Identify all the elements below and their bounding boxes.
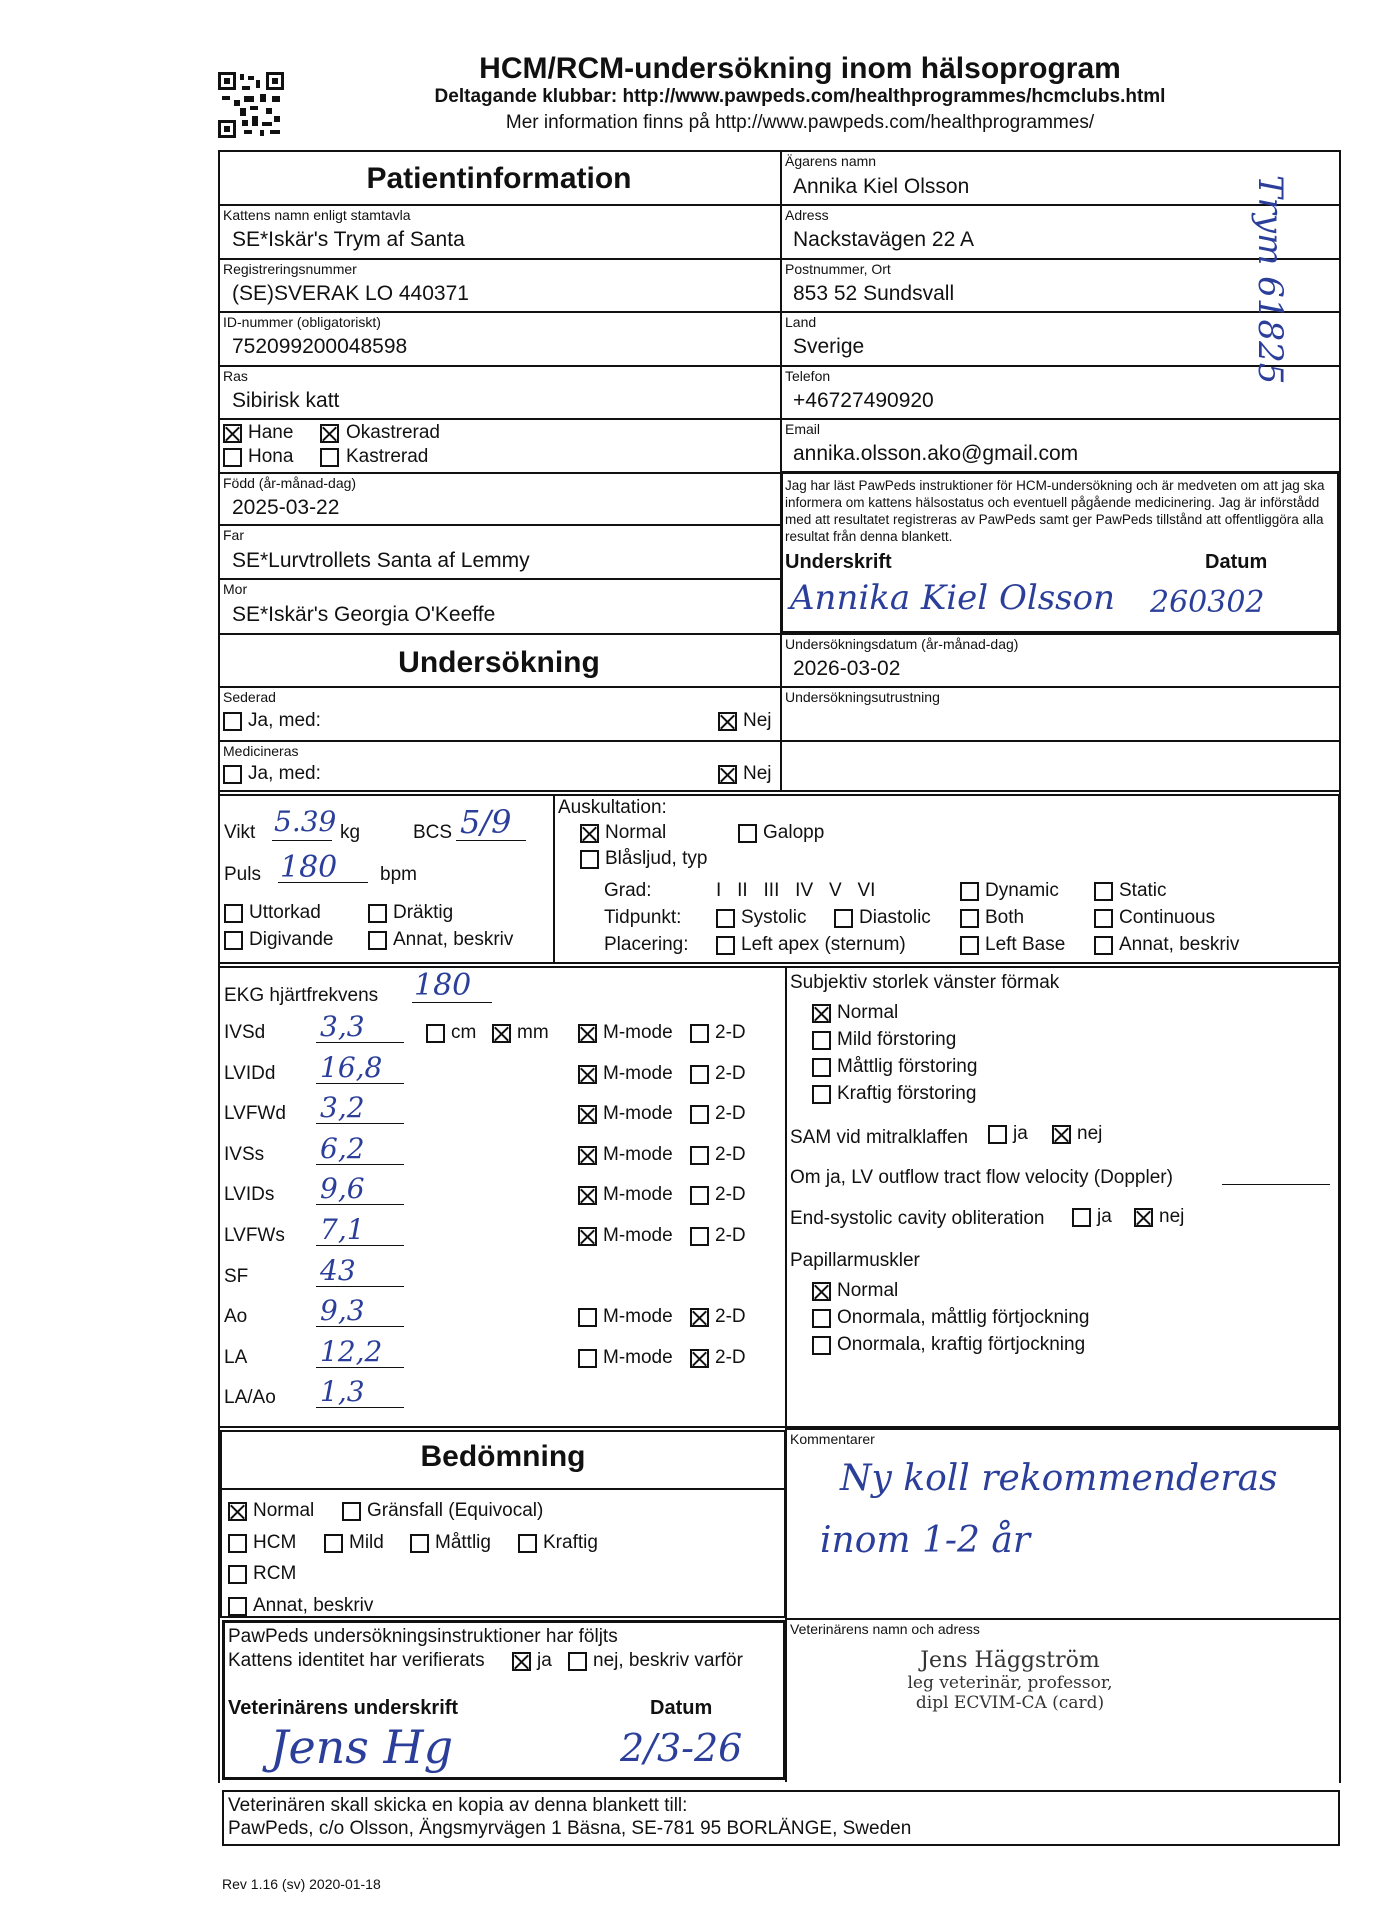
grid-line	[785, 1618, 1340, 1620]
revision: Rev 1.16 (sv) 2020-01-18	[222, 1876, 381, 1892]
assess-equivocal-label: Gränsfall (Equivocal)	[367, 1500, 544, 1521]
vet-date: 2/3-26	[620, 1726, 743, 1770]
systolic-checkbox[interactable]	[716, 909, 735, 928]
medicated-no-checkbox[interactable]	[718, 765, 737, 784]
ecg-row-label: LA	[224, 1347, 248, 1368]
vet-stamp-name: Jens Häggström	[920, 1648, 1100, 1673]
born-label: Född (år-månad-dag)	[223, 475, 357, 491]
escob-yes-label: ja	[1097, 1206, 1112, 1227]
continuous-label: Continuous	[1119, 907, 1216, 928]
breed-label: Ras	[223, 368, 248, 384]
vet-stamp-title: leg veterinär, professor,	[907, 1673, 1113, 1693]
owner-date: 260302	[1150, 585, 1265, 620]
assess-hcm-label: HCM	[253, 1532, 297, 1553]
la-mild-checkbox[interactable]	[812, 1031, 831, 1050]
ausc-normal-label: Normal	[605, 822, 667, 843]
placement-label: Placering:	[604, 934, 689, 955]
twod-label: 2-D	[715, 1225, 746, 1246]
assess-severe-label: Kraftig	[543, 1532, 598, 1553]
grid-line	[553, 794, 555, 964]
left-base-checkbox[interactable]	[960, 936, 979, 955]
father-field[interactable]: SE*Lurvtrollets Santa af Lemmy	[232, 549, 530, 572]
twod-label: 2-D	[715, 1184, 746, 1205]
ecg-row-label: Ao	[224, 1306, 248, 1327]
mmode-checkbox[interactable]	[578, 1308, 597, 1327]
dehydrated-label: Uttorkad	[249, 902, 321, 923]
la-moderate-checkbox[interactable]	[812, 1058, 831, 1077]
id-label: ID-nummer (obligatoriskt)	[223, 314, 381, 330]
page-title: HCM/RCM-undersökning inom hälsoprogram	[479, 52, 1121, 85]
pregnant-checkbox[interactable]	[368, 904, 387, 923]
phone-label: Telefon	[785, 368, 831, 384]
cm-label: cm	[451, 1022, 477, 1043]
sam-yes-checkbox[interactable]	[988, 1125, 1007, 1144]
la-mild-label: Mild förstoring	[837, 1029, 957, 1050]
ecg-row-value[interactable]: 43	[320, 1254, 356, 1287]
ecg-row-value[interactable]: 3,3	[320, 1010, 365, 1043]
mm-label: mm	[517, 1022, 549, 1043]
vet-signature-label: Veterinärens underskrift	[228, 1697, 459, 1719]
lvot-line	[1222, 1184, 1330, 1185]
id-field[interactable]: 752099200048598	[232, 335, 408, 358]
gallop-checkbox[interactable]	[738, 824, 757, 843]
owner-signature-label: Underskrift	[785, 551, 892, 573]
comments-line2[interactable]: inom 1-2 år	[820, 1520, 1031, 1561]
grid-line	[220, 1488, 786, 1490]
ecg-row-label: LVIDs	[224, 1184, 275, 1205]
grid-line	[218, 686, 1340, 688]
assess-rcm-label: RCM	[253, 1563, 297, 1584]
grid-line	[218, 790, 1340, 792]
twod-label: 2-D	[715, 1063, 746, 1084]
twod-checkbox[interactable]	[690, 1065, 709, 1084]
bpm-label: bpm	[380, 864, 417, 885]
clubs-link[interactable]: Deltagande klubbar: http://www.pawpeds.com/healthprogrammes/hcmclubs.html	[434, 86, 1166, 107]
twod-checkbox[interactable]	[690, 1349, 709, 1368]
twod-label: 2-D	[715, 1347, 746, 1368]
grade-options: I II III IV V VI	[716, 880, 876, 901]
born-field[interactable]: 2025-03-22	[232, 496, 340, 519]
neutered-checkbox[interactable]	[320, 448, 339, 467]
bcs-value[interactable]: 5/9	[460, 803, 512, 841]
weight-label: Vikt	[224, 822, 256, 843]
identity-verified: Kattens identitet har verifierats	[228, 1650, 485, 1671]
consent-text: Jag har läst PawPeds instruktioner för HCM-undersökning och är medveten om att jag ska informera om kattens hälsostatus och eventuell pågående medicinering. Jag är införstådd med att resultatet registreras av PawPeds samt ger PawPeds tillstånd att offentliggöra alla resultat från denna blankett.	[785, 478, 1325, 544]
twod-checkbox[interactable]	[690, 1186, 709, 1205]
ecg-row-value[interactable]: 9,3	[320, 1294, 365, 1327]
grid-line	[218, 204, 1340, 206]
exam-date-field[interactable]: 2026-03-02	[793, 657, 901, 680]
mmode-checkbox[interactable]	[578, 1105, 597, 1124]
grid-line	[218, 365, 1340, 367]
lvot-label: Om ja, LV outflow tract flow velocity (Doppler)	[790, 1167, 1173, 1188]
mother-field[interactable]: SE*Iskär's Georgia O'Keeffe	[232, 603, 496, 626]
kg-label: kg	[340, 822, 361, 843]
other-vitals-label: Annat, beskriv	[393, 929, 514, 950]
timing-label: Tidpunkt:	[604, 907, 682, 928]
grid-line	[218, 258, 1340, 260]
mmode-label: M-mode	[603, 1184, 673, 1205]
ecg-row-label: IVSs	[224, 1144, 265, 1165]
assess-moderate-checkbox[interactable]	[410, 1534, 429, 1553]
assess-mild-label: Mild	[349, 1532, 384, 1553]
owner-signature: Annika Kiel Olsson	[790, 578, 1115, 618]
ecg-row-label: LVIDd	[224, 1063, 276, 1084]
vet-signature: Jens Hg	[270, 1720, 454, 1774]
dynamic-label: Dynamic	[985, 880, 1059, 901]
vet-name-label: Veterinärens namn och adress	[790, 1621, 980, 1637]
mmode-label: M-mode	[603, 1347, 673, 1368]
medicated-label: Medicineras	[223, 743, 299, 759]
identity-no-label: nej, beskriv varför	[593, 1650, 743, 1671]
twod-label: 2-D	[715, 1144, 746, 1165]
mother-label: Mor	[223, 581, 248, 597]
grid-line	[218, 578, 780, 580]
left-apex-checkbox[interactable]	[716, 936, 735, 955]
info-link[interactable]: Mer information finns på http://www.pawpeds.com/healthprogrammes/	[505, 112, 1095, 133]
country-field[interactable]: Sverige	[793, 335, 865, 358]
grid-line	[218, 150, 1340, 152]
la-severe-checkbox[interactable]	[812, 1085, 831, 1104]
static-checkbox[interactable]	[1094, 882, 1113, 901]
pap-normal-checkbox[interactable]	[812, 1282, 831, 1301]
pulse-label: Puls	[224, 864, 261, 885]
sedated-label: Sederad	[223, 689, 276, 705]
assess-equivocal-checkbox[interactable]	[342, 1502, 361, 1521]
mmode-label: M-mode	[603, 1306, 673, 1327]
assess-normal-label: Normal	[253, 1500, 315, 1521]
mmode-label: M-mode	[603, 1063, 673, 1084]
medicated-no-label: Nej	[743, 763, 772, 784]
ecg-row-label: SF	[224, 1266, 249, 1287]
pap-moderate-label: Onormala, måttlig förtjockning	[837, 1307, 1090, 1328]
grade-label: Grad:	[604, 880, 652, 901]
vet-stamp-dipl: dipl ECVIM-CA (card)	[915, 1693, 1105, 1713]
vet-stamp	[880, 1648, 1140, 1713]
sam-no-checkbox[interactable]	[1052, 1125, 1071, 1144]
ecg-row-value[interactable]: 6,2	[320, 1132, 365, 1165]
grid-line	[785, 1428, 1340, 1430]
other-vitals-checkbox[interactable]	[368, 931, 387, 950]
medicated-yes-checkbox[interactable]	[223, 765, 242, 784]
exam-date-label: Undersökningsdatum (år-månad-dag)	[785, 636, 1019, 652]
sedated-yes-checkbox[interactable]	[223, 712, 242, 731]
twod-label: 2-D	[715, 1103, 746, 1124]
assess-hcm-checkbox[interactable]	[228, 1534, 247, 1553]
intact-label: Okastrerad	[346, 422, 440, 443]
ecg-row-value[interactable]: 3,2	[320, 1091, 365, 1124]
ecg-row-value[interactable]: 16,8	[320, 1051, 383, 1084]
murmur-label: Blåsljud, typ	[605, 848, 708, 869]
la-normal-checkbox[interactable]	[812, 1004, 831, 1023]
gallop-label: Galopp	[763, 822, 825, 843]
identity-yes-checkbox[interactable]	[512, 1652, 531, 1671]
sedated-no-label: Nej	[743, 710, 772, 731]
phone-field[interactable]: +46727490920	[793, 389, 934, 412]
ecg-row-value[interactable]: 12,2	[320, 1335, 383, 1368]
identity-yes-label: ja	[537, 1650, 552, 1671]
ecg-box	[218, 966, 1340, 1428]
mmode-checkbox[interactable]	[578, 1065, 597, 1084]
country-label: Land	[785, 314, 817, 330]
papillary-label: Papillarmuskler	[790, 1250, 920, 1271]
assess-other-label: Annat, beskriv	[253, 1595, 374, 1616]
weight-value[interactable]: 5.39	[274, 805, 337, 838]
assess-normal-checkbox[interactable]	[228, 1502, 247, 1521]
sam-yes-label: ja	[1013, 1123, 1028, 1144]
ecg-row-label: IVSd	[224, 1022, 266, 1043]
la-moderate-label: Måttlig förstoring	[837, 1056, 978, 1077]
father-label: Far	[223, 527, 244, 543]
address-field[interactable]: Nackstavägen 22 A	[793, 228, 974, 251]
assess-rcm-checkbox[interactable]	[228, 1565, 247, 1584]
twod-checkbox[interactable]	[690, 1227, 709, 1246]
neutered-label: Kastrerad	[346, 446, 429, 467]
twod-checkbox[interactable]	[690, 1308, 709, 1327]
assess-other-checkbox[interactable]	[228, 1597, 247, 1616]
assessment-heading: Bedömning	[420, 1440, 586, 1473]
female-checkbox[interactable]	[223, 448, 242, 467]
grid-line	[218, 311, 1340, 313]
escob-no-label: nej	[1159, 1206, 1185, 1227]
cm-checkbox[interactable]	[426, 1024, 445, 1043]
ecg-row-label: LVFWd	[224, 1103, 286, 1124]
pap-normal-label: Normal	[837, 1280, 899, 1301]
other-desc-checkbox[interactable]	[1094, 936, 1113, 955]
ecg-row-label: LA/Ao	[224, 1387, 276, 1408]
email-label: Email	[785, 421, 821, 437]
murmur-checkbox[interactable]	[580, 850, 599, 869]
ecg-hr-label: EKG hjärtfrekvens	[224, 985, 379, 1006]
pap-severe-checkbox[interactable]	[812, 1336, 831, 1355]
continuous-checkbox[interactable]	[1094, 909, 1113, 928]
medicated-yes-label: Ja, med:	[248, 763, 321, 784]
owner-date-label: Datum	[1205, 551, 1268, 573]
twod-checkbox[interactable]	[690, 1105, 709, 1124]
intact-checkbox[interactable]	[320, 424, 339, 443]
comments-line1[interactable]: Ny koll rekommenderas	[840, 1458, 1278, 1499]
diastolic-checkbox[interactable]	[834, 909, 853, 928]
mmode-checkbox[interactable]	[578, 1146, 597, 1165]
left-apex-label: Left apex (sternum)	[741, 934, 906, 955]
escob-yes-checkbox[interactable]	[1072, 1208, 1091, 1227]
postal-label: Postnummer, Ort	[785, 261, 891, 277]
dehydrated-checkbox[interactable]	[224, 904, 243, 923]
grid-line	[218, 472, 780, 474]
dynamic-checkbox[interactable]	[960, 882, 979, 901]
twod-checkbox[interactable]	[690, 1146, 709, 1165]
sedated-no-checkbox[interactable]	[718, 712, 737, 731]
mmode-label: M-mode	[603, 1103, 673, 1124]
mmode-checkbox[interactable]	[578, 1349, 597, 1368]
ecg-row-value[interactable]: 9,6	[320, 1172, 365, 1205]
reg-field[interactable]: (SE)SVERAK LO 440371	[232, 282, 469, 305]
diastolic-label: Diastolic	[859, 907, 931, 928]
send-address: PawPeds, c/o Olsson, Ängsmyrvägen 1 Bäsna, SE-781 95 BORLÄNGE, Sweden	[228, 1818, 912, 1839]
male-label: Hane	[248, 422, 294, 443]
ausc-normal-checkbox[interactable]	[580, 824, 599, 843]
comments-label: Kommentarer	[790, 1431, 875, 1447]
twod-checkbox[interactable]	[690, 1024, 709, 1043]
email-field[interactable]: annika.olsson.ako@gmail.com	[793, 442, 1079, 465]
la-normal-label: Normal	[837, 1002, 899, 1023]
pap-moderate-checkbox[interactable]	[812, 1309, 831, 1328]
subjective-title: Subjektiv storlek vänster förmak	[790, 972, 1060, 993]
assess-severe-checkbox[interactable]	[518, 1534, 537, 1553]
twod-label: 2-D	[715, 1306, 746, 1327]
patient-heading: Patientinformation	[366, 162, 632, 195]
grid-line	[780, 150, 782, 790]
sam-label: SAM vid mitralklaffen	[790, 1127, 969, 1148]
sam-no-label: nej	[1077, 1123, 1103, 1144]
grid-line	[218, 524, 780, 526]
mm-checkbox[interactable]	[492, 1024, 511, 1043]
static-label: Static	[1119, 880, 1167, 901]
owner-name-label: Ägarens namn	[785, 153, 877, 169]
mmode-checkbox[interactable]	[578, 1186, 597, 1205]
postal-field[interactable]: 853 52 Sundsvall	[793, 282, 955, 305]
twod-label: 2-D	[715, 1022, 746, 1043]
reg-label: Registreringsnummer	[223, 261, 357, 277]
qr-code	[218, 72, 284, 138]
pap-severe-label: Onormala, kraftig förtjockning	[837, 1334, 1086, 1355]
mmode-label: M-mode	[603, 1022, 673, 1043]
send-copy-text: Veterinären skall skicka en kopia av denna blankett till:	[228, 1795, 688, 1816]
mmode-label: M-mode	[603, 1144, 673, 1165]
weight-line	[272, 840, 332, 841]
ecg-hr-value[interactable]: 180	[414, 968, 472, 1003]
mmode-label: M-mode	[603, 1225, 673, 1246]
address-label: Adress	[785, 207, 829, 223]
assess-moderate-label: Måttlig	[435, 1532, 491, 1553]
grid-line	[218, 740, 1340, 742]
left-base-label: Left Base	[985, 934, 1066, 955]
ecg-row-label: LVFWs	[224, 1225, 285, 1246]
lactating-label: Digivande	[249, 929, 334, 950]
male-checkbox[interactable]	[223, 424, 242, 443]
equipment-label: Undersökningsutrustning	[785, 689, 940, 705]
instructions-followed: PawPeds undersökningsinstruktioner har följts	[228, 1626, 618, 1647]
mmode-checkbox[interactable]	[578, 1227, 597, 1246]
grid-line	[218, 418, 1340, 420]
vet-date-label: Datum	[650, 1697, 713, 1719]
ecg-row-value[interactable]: 1,3	[320, 1375, 365, 1408]
owner-name-field[interactable]: Annika Kiel Olsson	[793, 175, 970, 198]
sedated-yes-label: Ja, med:	[248, 710, 321, 731]
cat-name-label: Kattens namn enligt stamtavla	[223, 207, 411, 223]
both-label: Both	[985, 907, 1025, 928]
pregnant-label: Dräktig	[393, 902, 454, 923]
female-label: Hona	[248, 446, 294, 467]
escob-no-checkbox[interactable]	[1134, 1208, 1153, 1227]
both-checkbox[interactable]	[960, 909, 979, 928]
bcs-label: BCS	[413, 822, 453, 843]
lactating-checkbox[interactable]	[224, 931, 243, 950]
identity-no-checkbox[interactable]	[568, 1652, 587, 1671]
escob-label: End-systolic cavity obliteration	[790, 1208, 1045, 1229]
assess-mild-checkbox[interactable]	[324, 1534, 343, 1553]
systolic-label: Systolic	[741, 907, 807, 928]
margin-note: Trym 61825	[1250, 175, 1290, 385]
cat-name-field[interactable]: SE*Iskär's Trym af Santa	[232, 228, 465, 251]
mmode-checkbox[interactable]	[578, 1024, 597, 1043]
pulse-value[interactable]: 180	[280, 850, 338, 885]
breed-field[interactable]: Sibirisk katt	[232, 389, 340, 412]
la-severe-label: Kraftig förstoring	[837, 1083, 977, 1104]
ecg-row-value[interactable]: 7,1	[320, 1213, 365, 1246]
other-desc-label: Annat, beskriv	[1119, 934, 1240, 955]
exam-heading: Undersökning	[398, 646, 600, 679]
auscultation-label: Auskultation:	[558, 797, 667, 818]
